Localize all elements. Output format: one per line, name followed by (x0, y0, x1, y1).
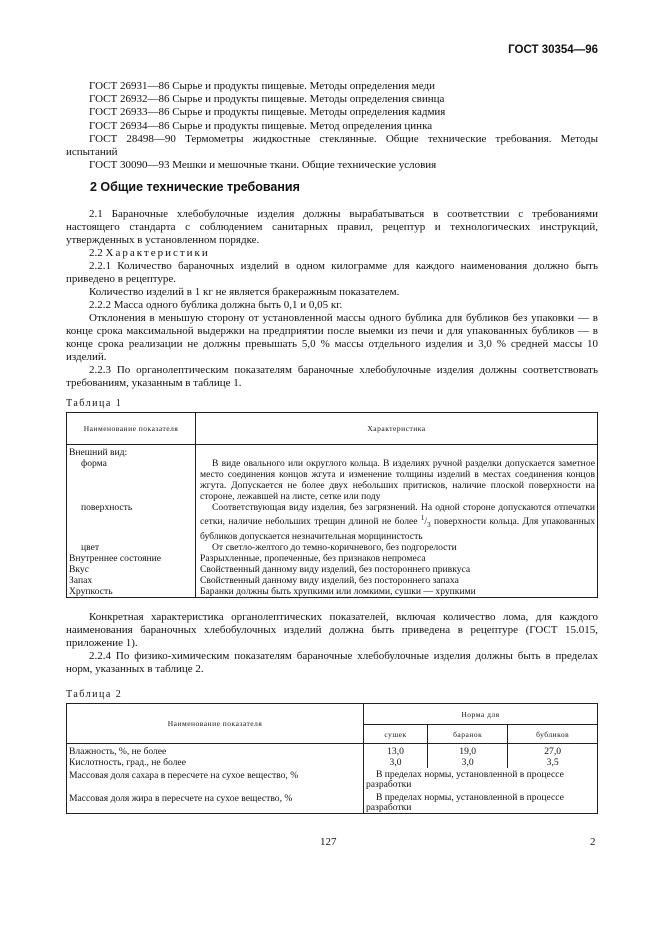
table-row (67, 768, 598, 790)
table-row (67, 445, 598, 459)
table2-cell-value: 3,0 (428, 757, 508, 768)
table-row (67, 757, 598, 768)
paragraph-2-2-2: 2.2.2 Масса одного бублика должна быть 0,1 и 0,05 кг. (89, 299, 343, 311)
table1-cell-label: Вкус (67, 564, 196, 575)
section-title: 2 Общие технические требования (90, 180, 300, 194)
reference-item: ГОСТ 26933—86 Сырье и продукты пищевые. Методы определения кадмия (89, 106, 446, 119)
table1-cell-text: Свойственный данному виду изделий, без постороннего запаха (196, 575, 598, 586)
table1-header-name: Наименование показателя (67, 413, 196, 445)
paragraph-deviation: Отклонения в меньшую сторону от установленной массы одного бублика для бубликов без упаковки — в конце срока максимальной выдержки на предприятии после выемки из печи и для упакованных бубликов — в конце срока реализации не должны превышать 5,0 % массы отдельного изделия и 3,0 % средней массы 10 изделий. (66, 312, 598, 363)
table2-cell-label: Массовая доля жира в пересчете на сухое вещество, % (67, 790, 364, 814)
table2-header-name: Наименование показателя (67, 704, 364, 744)
paragraph-2-2-1: 2.2.1 Количество бараночных изделий в одном килограмме для каждого наименования должно быть приведено в рецептуре. (66, 260, 598, 285)
document-header: ГОСТ 30354—96 (508, 44, 598, 56)
table2-header-baranki: баранок (428, 725, 508, 744)
reference-item: ГОСТ 26934—86 Сырье и продукты пищевые. Метод определения цинка (89, 119, 433, 132)
table1-cell-text: В виде овального или округлого кольца. В изделиях ручной разделки допускается заметное место соединения концов жгута и изменение толщины изделий в местах соединения концов жгута. Допускается не более двух небольших притисков, наличие плоской поверхности на стороне, лежавшей на листе, сетке или поду (196, 458, 598, 502)
table2-cell-label: Кислотность, град., не более (67, 757, 364, 768)
table-row (67, 542, 598, 553)
table-row (67, 458, 598, 502)
section-body-continued (66, 611, 598, 676)
fraction-numerator: 1 (420, 514, 425, 522)
table1-cell-text-part: Соответствующая виду изделия, без загрязнений. На одной стороне допускаются отпечатки сетки, наличие небольших трещин длиной не более (200, 502, 595, 528)
table-row (67, 502, 598, 542)
table1-cell-label: цвет (67, 542, 196, 553)
table2-cell-text: В пределах нормы, установленной в процессе разработки (364, 790, 598, 814)
table-row (67, 575, 598, 586)
reference-item: ГОСТ 26932—86 Сырье и продукты пищевые. Методы определения свинца (89, 93, 445, 106)
table2-header-sushki: сушек (364, 725, 428, 744)
table2-cell-label: Массовая доля сахара в пересчете на сухое вещество, % (67, 768, 364, 790)
table1-cell-text-part: поверхности кольца. Для упакованных бубликов допускается незначительная морщинистость (200, 516, 595, 543)
paragraph-organoleptic: Конкретная характеристика органолептических показателей, включая количество лома, для каждого наименования бараночных хлебобулочных изделий должна быть приведена в рецептуре (ГОСТ 15.015, приложение 1). (66, 611, 598, 649)
table2-cell-label: Влажность, %, не более (67, 744, 364, 758)
reference-item: ГОСТ 26931—86 Сырье и продукты пищевые. Методы определения меди (89, 80, 435, 92)
table1-cell-text: Баранки должны быть хрупкими или ломкими, сушки — хрупкими (196, 586, 598, 598)
table1-group-label: Внешний вид: (67, 445, 196, 459)
paragraph-2-2-3: 2.2.3 По органолептическим показателям бараночные хлебобулочные изделия должны соответствовать требованиям, указанным в таблице 1. (66, 364, 598, 389)
table-row (67, 553, 598, 564)
table2-cell-value: 3,0 (364, 757, 428, 768)
page-number: 127 (320, 836, 337, 848)
table-row (67, 586, 598, 598)
table1-cell-label: форма (67, 458, 196, 502)
table2-cell-text: В пределах нормы, установленной в процессе разработки (364, 768, 598, 790)
table-row (67, 744, 598, 758)
table2-cell-value: 27,0 (508, 744, 598, 758)
table-row (67, 564, 598, 575)
table2-caption: Таблица 2 (66, 689, 123, 700)
section-body (66, 208, 598, 390)
table1 (66, 412, 598, 598)
table2-cell-value: 3,5 (508, 757, 598, 768)
table1-cell-label: Внутреннее состояние (67, 553, 196, 564)
table1-cell-label: Запах (67, 575, 196, 586)
sheet-number: 2 (590, 836, 596, 848)
table2-cell-value: 19,0 (428, 744, 508, 758)
table1-cell-label: Хрупкость (67, 586, 196, 598)
reference-item: ГОСТ 28498—90 Термометры жидкостные стеклянные. Общие технические требования. Методы испытаний (66, 132, 598, 159)
fraction-denominator: 3 (427, 521, 431, 530)
table2-header-bubliki: бубликов (508, 725, 598, 744)
paragraph-2-2 (66, 247, 598, 260)
paragraph-number: 2.2 (89, 247, 103, 259)
table1-cell-text: От светло-желтого до темно-коричневого, без подгорелости (196, 542, 598, 553)
table2-cell-value: 13,0 (364, 744, 428, 758)
reference-item: ГОСТ 30090—93 Мешки и мешочные ткани. Общие технические условия (89, 159, 437, 172)
table1-header-characteristic: Характеристика (196, 413, 598, 445)
table1-caption: Таблица 1 (66, 398, 123, 409)
table1-cell-label: поверхность (67, 502, 196, 542)
table2 (66, 703, 598, 814)
paragraph-note: Количество изделий в 1 кг не является бракеражным показателем. (89, 286, 400, 298)
subsection-title: Характеристики (105, 247, 210, 259)
paragraph-2-1: 2.1 Бараночные хлебобулочные изделия должны вырабатываться в соответствии с требованиями настоящего стандарта с соблюдением санитарных правил, рецептур и технологических инструкций, утвержденных в установленном порядке. (66, 208, 598, 246)
table2-header-norm: Норма для (364, 704, 598, 725)
paragraph-2-2-4: 2.2.4 По физико-химическим показателям бараночные хлебобулочные изделия должны быть в пределах норм, указанных в таблице 2. (66, 650, 598, 675)
table1-cell-text: Соответствующая виду изделия, без загрязнений. На одной стороне допускаются отпечатки сетки, наличие небольших трещин длиной не более $^1/_3$ поверхности кольца. Для упакованных бубликов допускается незначительная морщинистость (196, 502, 598, 542)
table-row (67, 790, 598, 814)
table1-cell-text: Свойственный данному виду изделий, без постороннего привкуса (196, 564, 598, 575)
table1-cell-text: Разрыхленные, пропеченные, без признаков непромеса (196, 553, 598, 564)
normative-references (66, 80, 598, 172)
